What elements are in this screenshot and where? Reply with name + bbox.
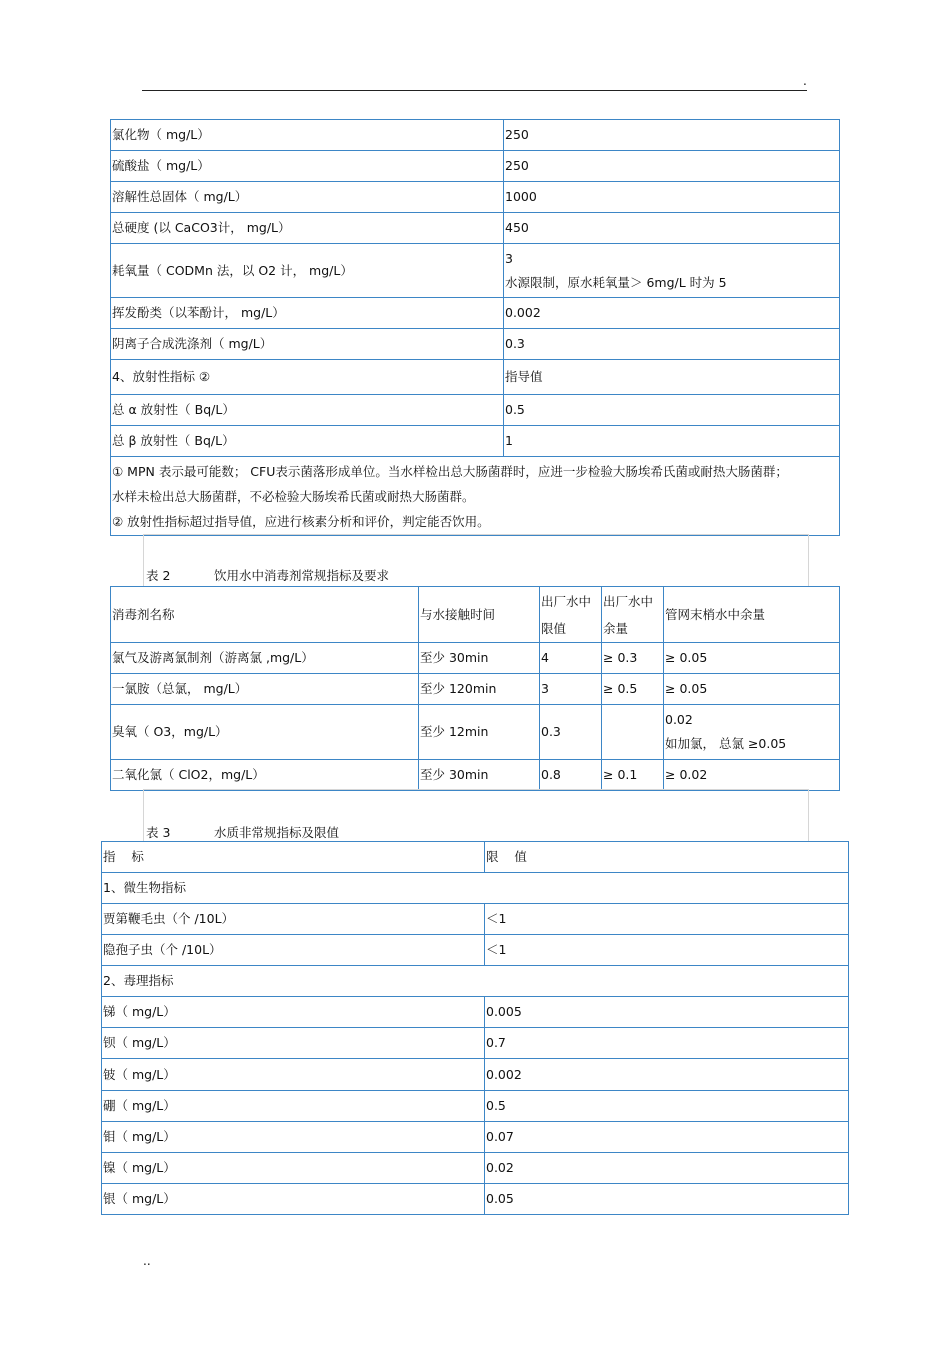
footer-mark: .. xyxy=(143,1254,151,1268)
table-notes-row xyxy=(111,457,840,536)
section-row xyxy=(102,966,849,997)
indicator-value: 0.05 xyxy=(485,1184,849,1215)
table-row xyxy=(111,329,840,360)
plant-residual xyxy=(602,705,664,760)
network-residual: ≥ 0.05 xyxy=(664,674,840,705)
network-residual: ≥ 0.05 xyxy=(664,643,840,674)
table3-caption xyxy=(143,789,809,842)
indicator-name: 银（ mg/L） xyxy=(102,1184,485,1215)
indicator-name: 钼（ mg/L） xyxy=(102,1122,485,1153)
table-row xyxy=(111,395,840,426)
indicator-value: 1 xyxy=(504,426,840,457)
column-header: 限 值 xyxy=(485,842,849,873)
indicator-name: 隐孢子虫（个 /10L） xyxy=(102,935,485,966)
section-row xyxy=(102,873,849,904)
indicator-name: 硫酸盐（ mg/L） xyxy=(111,151,504,182)
indicator-value: ＜1 xyxy=(485,935,849,966)
plant-limit: 0.8 xyxy=(540,760,602,791)
indicator-value: 指导值 xyxy=(504,360,840,395)
indicator-value: 0.5 xyxy=(504,395,840,426)
indicator-name: 锑（ mg/L） xyxy=(102,997,485,1028)
indicator-value: 250 xyxy=(504,151,840,182)
network-residual xyxy=(664,705,840,760)
disinfectant-name: 臭氧（ O3，mg/L） xyxy=(111,705,419,760)
table2-caption-title: 饮用水中消毒剂常规指标及要求 xyxy=(214,568,390,583)
table-row xyxy=(111,674,840,705)
contact-time: 至少 12min xyxy=(419,705,540,760)
indicator-value: 250 xyxy=(504,120,840,151)
indicator-value: 0.02 xyxy=(485,1153,849,1184)
table-row xyxy=(111,360,840,395)
indicator-name: 镍（ mg/L） xyxy=(102,1153,485,1184)
disinfectant-name: 氯气及游离氯制剂（游离氯 ,mg/L） xyxy=(111,643,419,674)
table-row xyxy=(111,244,840,298)
table2-caption xyxy=(143,534,809,587)
table3-caption-number: 表 3 xyxy=(146,825,171,840)
column-header: 管网末梢水中余量 xyxy=(664,587,840,643)
table-header-row xyxy=(111,587,840,643)
disinfectant-name: 一氯胺（总氯， mg/L） xyxy=(111,674,419,705)
indicator-value: 0.005 xyxy=(485,997,849,1028)
indicator-name: 总 α 放射性（ Bq/L） xyxy=(111,395,504,426)
table-row xyxy=(111,426,840,457)
contact-time: 至少 120min xyxy=(419,674,540,705)
table-row xyxy=(111,760,840,791)
indicator-name: 挥发酚类（以苯酚计， mg/L） xyxy=(111,298,504,329)
network-residual-note: 如加氯， 总氯 ≥0.05 xyxy=(665,736,787,751)
table2-caption-number: 表 2 xyxy=(146,568,171,583)
plant-limit: 3 xyxy=(540,674,602,705)
column-header: 出厂水中余量 xyxy=(602,587,664,643)
indicator-value: ＜1 xyxy=(485,904,849,935)
table-row xyxy=(102,935,849,966)
column-header: 与水接触时间 xyxy=(419,587,540,643)
indicator-value: 0.7 xyxy=(485,1028,849,1059)
indicator-value: 0.002 xyxy=(504,298,840,329)
table-row xyxy=(111,705,840,760)
disinfectant-name: 二氧化氯（ ClO2，mg/L） xyxy=(111,760,419,791)
plant-residual: ≥ 0.3 xyxy=(602,643,664,674)
table-row xyxy=(102,1153,849,1184)
table-row xyxy=(102,1028,849,1059)
indicator-name: 总硬度 (以 CaCO3计， mg/L） xyxy=(111,213,504,244)
table-row xyxy=(111,643,840,674)
table1 xyxy=(110,119,840,536)
table3 xyxy=(101,841,849,1215)
indicator-value-main: 3 xyxy=(505,250,513,266)
plant-residual: ≥ 0.1 xyxy=(602,760,664,791)
indicator-name: 阴离子合成洗涤剂（ mg/L） xyxy=(111,329,504,360)
plant-limit: 4 xyxy=(540,643,602,674)
section-heading: 4、放射性指标 ② xyxy=(111,360,504,395)
table3-caption-title: 水质非常规指标及限值 xyxy=(214,825,340,840)
plant-limit: 0.3 xyxy=(540,705,602,760)
indicator-value: 0.07 xyxy=(485,1122,849,1153)
indicator-name: 耗氧量（ CODMn 法，以 O2 计， mg/L） xyxy=(111,244,504,298)
indicator-name: 溶解性总固体（ mg/L） xyxy=(111,182,504,213)
header-rule xyxy=(142,90,807,91)
indicator-name: 氯化物（ mg/L） xyxy=(111,120,504,151)
footnote-2: ② 放射性指标超过指导值，应进行核素分析和评价，判定能否饮用。 xyxy=(112,514,490,529)
table-row xyxy=(102,1184,849,1215)
indicator-value: 0.3 xyxy=(504,329,840,360)
section-heading: 1、微生物指标 xyxy=(102,873,849,904)
network-residual-main: 0.02 xyxy=(665,712,693,727)
table-row xyxy=(111,298,840,329)
table-row xyxy=(111,151,840,182)
indicator-name: 硼（ mg/L） xyxy=(102,1091,485,1122)
indicator-value xyxy=(504,244,840,298)
indicator-value-note: 水源限制，原水耗氧量＞ 6mg/L 时为 5 xyxy=(505,274,727,290)
footnote-1: ① MPN 表示最可能数； CFU表示菌落形成单位。当水样检出总大肠菌群时，应进一步检验大肠埃希氏菌或耐热大肠菌群；水样未检出总大肠菌群，不必检验大肠埃希氏菌或耐热大肠菌群。 xyxy=(112,464,788,504)
indicator-name: 总 β 放射性（ Bq/L） xyxy=(111,426,504,457)
indicator-name: 钡（ mg/L） xyxy=(102,1028,485,1059)
contact-time: 至少 30min xyxy=(419,760,540,791)
section-heading: 2、毒理指标 xyxy=(102,966,849,997)
indicator-value: 0.5 xyxy=(485,1091,849,1122)
indicator-name: 贾第鞭毛虫（个 /10L） xyxy=(102,904,485,935)
column-header: 出厂水中限值 xyxy=(540,587,602,643)
table-row xyxy=(102,1059,849,1091)
column-header: 消毒剂名称 xyxy=(111,587,419,643)
table-row xyxy=(111,182,840,213)
plant-residual: ≥ 0.5 xyxy=(602,674,664,705)
table-row xyxy=(102,1122,849,1153)
table2 xyxy=(110,586,840,791)
table-row xyxy=(111,213,840,244)
column-header: 指 标 xyxy=(102,842,485,873)
indicator-name: 铍（ mg/L） xyxy=(102,1059,485,1091)
indicator-value: 0.002 xyxy=(485,1059,849,1091)
header-mark: . xyxy=(803,74,807,88)
indicator-value: 1000 xyxy=(504,182,840,213)
table-header-row xyxy=(102,842,849,873)
table-row xyxy=(102,997,849,1028)
indicator-value: 450 xyxy=(504,213,840,244)
network-residual: ≥ 0.02 xyxy=(664,760,840,791)
contact-time: 至少 30min xyxy=(419,643,540,674)
table-row xyxy=(111,120,840,151)
table-row xyxy=(102,904,849,935)
table-row xyxy=(102,1091,849,1122)
